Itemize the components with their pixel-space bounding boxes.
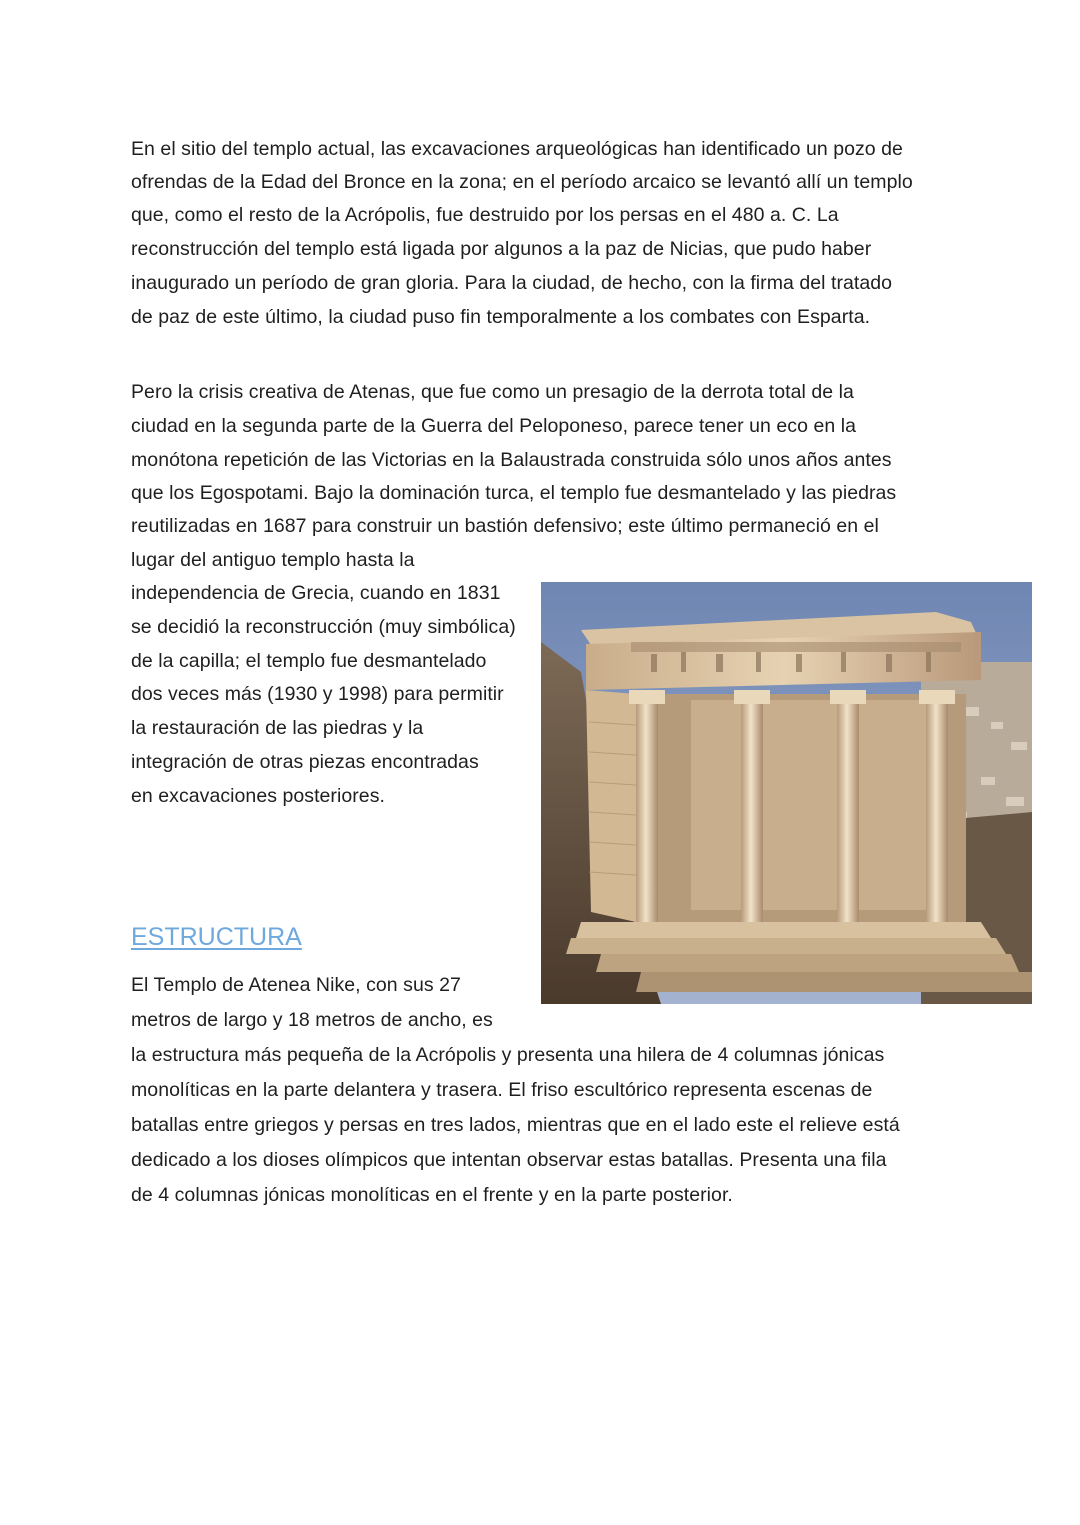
- text-line: lugar del antiguo templo hasta la: [131, 549, 415, 571]
- text-line: En el sitio del templo actual, las excavaciones arqueológicas han identificado un pozo de: [131, 138, 903, 160]
- text-line: dos veces más (1930 y 1998) para permitir: [131, 683, 504, 705]
- text-line: metros de largo y 18 metros de ancho, es: [131, 1009, 493, 1031]
- text-line: integración de otras piezas encontradas: [131, 751, 479, 773]
- text-line: batallas entre griegos y persas en tres lados, mientras que en el lado este el relieve está: [131, 1114, 900, 1136]
- text-line: Pero la crisis creativa de Atenas, que fue como un presagio de la derrota total de la: [131, 381, 854, 403]
- text-line: dedicado a los dioses olímpicos que intentan observar estas batallas. Presenta una fila: [131, 1149, 887, 1171]
- text-line: la estructura más pequeña de la Acrópolis y presenta una hilera de 4 columnas jónicas: [131, 1044, 885, 1066]
- text-line: monolíticas en la parte delantera y trasera. El friso escultórico representa escenas de: [131, 1079, 873, 1101]
- text-line: monótona repetición de las Victorias en la Balaustrada construida sólo unos años antes: [131, 449, 892, 471]
- text-line: la restauración de las piedras y la: [131, 717, 424, 739]
- text-line: independencia de Grecia, cuando en 1831: [131, 582, 501, 604]
- text-line: El Templo de Atenea Nike, con sus 27: [131, 974, 461, 996]
- temple-photo: [541, 582, 1032, 1004]
- text-line: inaugurado un período de gran gloria. Para la ciudad, de hecho, con la firma del tratado: [131, 272, 893, 294]
- text-line: que, como el resto de la Acrópolis, fue destruido por los persas en el 480 a. C. La: [131, 204, 839, 226]
- text-line: que los Egospotami. Bajo la dominación turca, el templo fue desmantelado y las piedras: [131, 482, 897, 504]
- section-heading: ESTRUCTURA: [131, 923, 302, 951]
- text-line: en excavaciones posteriores.: [131, 785, 385, 807]
- text-line: se decidió la reconstrucción (muy simbólica): [131, 616, 516, 638]
- text-line: reutilizadas en 1687 para construir un bastión defensivo; este último permaneció en el: [131, 515, 879, 537]
- text-line: ciudad en la segunda parte de la Guerra del Peloponeso, parece tener un eco en la: [131, 415, 856, 437]
- text-line: de la capilla; el templo fue desmantelado: [131, 650, 487, 672]
- text-line: reconstrucción del templo está ligada por algunos a la paz de Nicias, que pudo haber: [131, 238, 872, 260]
- text-line: de paz de este último, la ciudad puso fin temporalmente a los combates con Esparta.: [131, 306, 871, 328]
- text-line: ofrendas de la Edad del Bronce en la zona; en el período arcaico se levantó allí un templo: [131, 171, 913, 193]
- text-line: de 4 columnas jónicas monolíticas en el frente y en la parte posterior.: [131, 1184, 733, 1206]
